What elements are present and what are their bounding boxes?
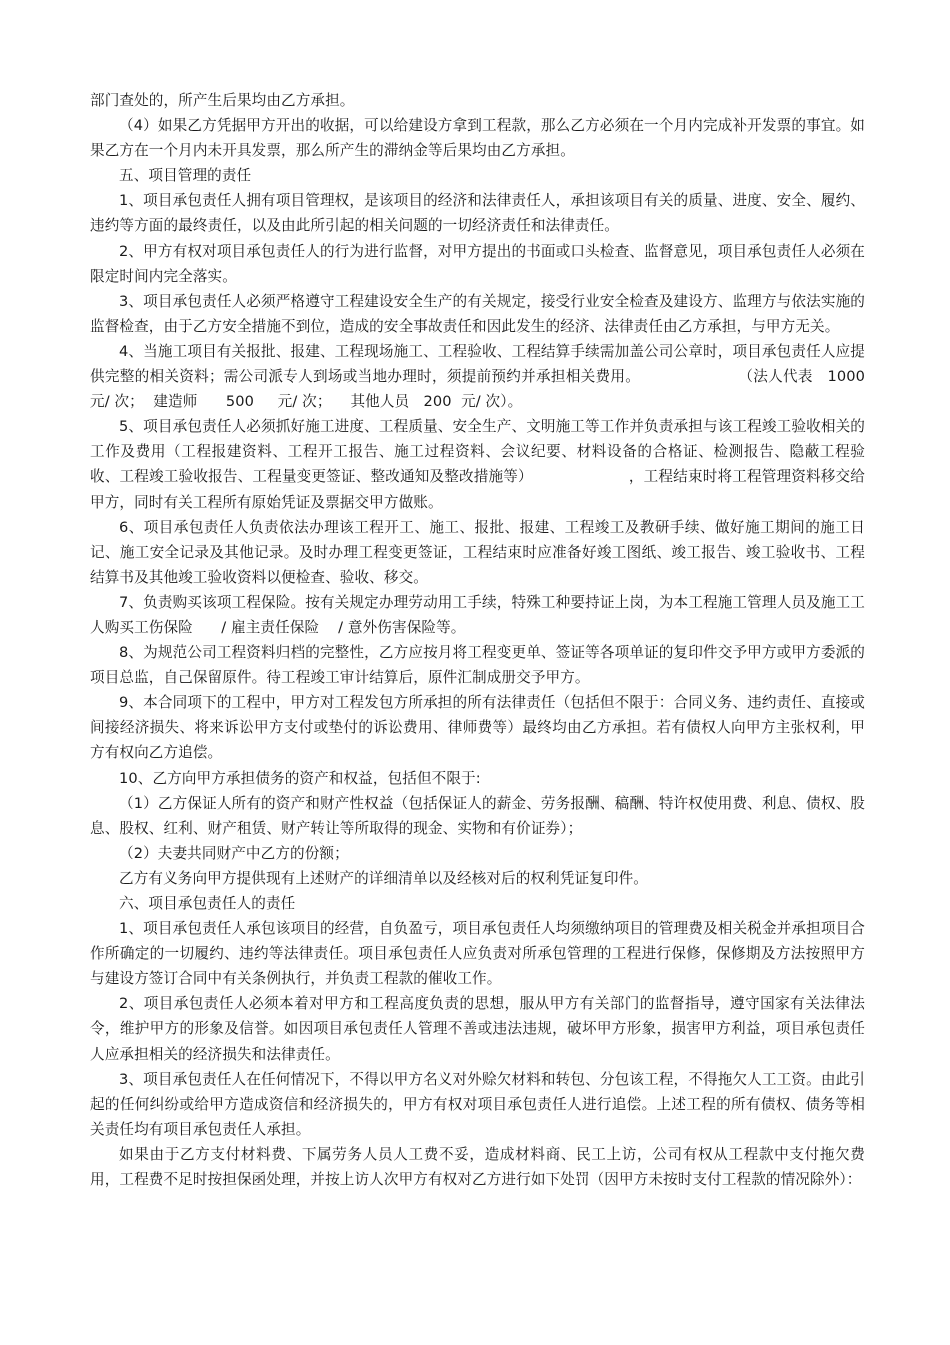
paragraph: 7、负责购买该项工程保险。按有关规定办理劳动用工手续，特殊工种要持证上岗，为本工程施工管理人员及施工工人购买工伤保险 / 雇主责任保险 / 意外伤害保险等。 <box>90 593 865 636</box>
paragraph: 如果由于乙方支付材料费、下属劳务人员人工费不妥，造成材料商、民工上访，公司有权从工程款中支付拖欠费用，工程费不足时按担保函处理，并按上访人次甲方有权对乙方进行如下处罚（因甲方未按时支付工程款的情况除外）： <box>90 1145 865 1189</box>
section-heading: 六、项目承包责任人的责任 <box>119 895 296 912</box>
paragraph: 6、项目承包责任人负责依法办理该工程开工、施工、报批、报建、工程竣工及教研手续、做好施工期间的施工日记、施工安全记录及其他记录。及时办理工程变更签证，工程结束时应准备好竣工图纸、竣工报告、竣工验收书、工程结算书及其他竣工验收资料以便检查、验收、移交。 <box>90 518 865 586</box>
paragraph: 部门查处的，所产生后果均由乙方承担。 <box>90 92 355 109</box>
paragraph: 1、项目承包责任人拥有项目管理权，是该项目的经济和法律责任人，承担该项目有关的质量、进度、安全、履约、违约等方面的最终责任，以及由此所引起的相关问题的一切经济责任和法律责任。 <box>90 192 865 235</box>
paragraph: 4、当施工项目有关报批、报建、工程现场施工、工程验收、工程结算手续需加盖公司公章时，项目承包责任人应提供完整的相关资料；需公司派专人到场或当地办理时，须提前预约并承担相关费用。 （法人代表 1000 元/ 次； 建造师 500 元/ 次； 其他人员 200 元/ 次）。 <box>90 342 870 411</box>
section-heading: 五、项目管理的责任 <box>119 167 252 185</box>
paragraph: 乙方有义务向甲方提供现有上述财产的详细清单以及经核对后的权利凭证复印件。 <box>119 869 648 887</box>
paragraph: （4）如果乙方凭据甲方开出的收据，可以给建设方拿到工程款，那么乙方必须在一个月内完成补开发票的事宜。如果乙方在一个月内未开具发票，那么所产生的滞纳金等后果均由乙方承担。 <box>90 117 865 160</box>
paragraph: 5、项目承包责任人必须抓好施工进度、工程质量、安全生产、文明施工等工作并负责承担与该工程竣工验收相关的工作及费用（工程报建资料、工程开工报告、施工过程资料、会议纪要、材料设备的合格证、检测报告、隐蔽工程验收、工程竣工验收报告、工程量变更签证、整改通知及整改措施等） ，工程结束时将工程管理资料移交给甲方，同时有关工程所有原始凭证及票据交甲方做账。 <box>90 418 865 511</box>
paragraph: （1）乙方保证人所有的资产和财产性权益（包括保证人的薪金、劳务报酬、稿酬、特许权使用费、利息、债权、股息、股权、红利、财产租赁、财产转让等所取得的现金、实物和有价证券）； <box>90 794 865 837</box>
paragraph: 10、乙方向甲方承担债务的资产和权益，包括但不限于: <box>119 769 481 787</box>
paragraph: 8、为规范公司工程资料归档的完整性，乙方应按月将工程变更单、签证等各项单证的复印件交予甲方或甲方委派的项目总监，自己保留原件。待工程竣工审计结算后，原件汇制成册交予甲方。 <box>90 644 865 687</box>
paragraph: 3、项目承包责任人必须严格遵守工程建设安全生产的有关规定，接受行业安全检查及建设方、监理方与依法实施的监督检查，由于乙方安全措施不到位，造成的安全事故责任和因此发生的经济、法律责任由乙方承担，与甲方无关。 <box>90 292 865 335</box>
paragraph: 2、甲方有权对项目承包责任人的行为进行监督，对甲方提出的书面或口头检查、监督意见，项目承包责任人必须在限定时间内完全落实。 <box>90 242 865 285</box>
document-page <box>90 88 870 1192</box>
paragraph: （2）夫妻共同财产中乙方的份额； <box>119 844 349 862</box>
paragraph: 3、项目承包责任人在任何情况下，不得以甲方名义对外赊欠材料和转包、分包该工程，不得拖欠人工工资。由此引起的任何纠纷或给甲方造成资信和经济损失的，甲方有权对项目承包责任人进行追偿。上述工程的所有债权、债务等相关责任均有项目承包责任人承担。 <box>90 1070 865 1138</box>
paragraph: 1、项目承包责任人承包该项目的经营，自负盈亏，项目承包责任人均须缴纳项目的管理费及相关税金并承担项目合作所确定的一切履约、违约等法律责任。项目承包责任人应负责对所承包管理的工程进行保修，保修期及方法按照甲方与建设方签订合同中有关条例执行，并负责工程款的催收工作。 <box>90 920 865 988</box>
paragraph: 9、本合同项下的工程中，甲方对工程发包方所承担的所有法律责任（包括但不限于：合同义务、违约责任、直接或间接经济损失、将来诉讼甲方支付或垫付的诉讼费用、律师费等）最终均由乙方承担。若有债权人向甲方主张权利，甲方有权向乙方追偿。 <box>90 694 865 762</box>
paragraph: 2、项目承包责任人必须本着对甲方和工程高度负责的思想，服从甲方有关部门的监督指导，遵守国家有关法律法令，维护甲方的形象及信誉。如因项目承包责任人管理不善或违法违规，破坏甲方形象，损害甲方利益，项目承包责任人应承担相关的经济损失和法律责任。 <box>90 995 865 1063</box>
